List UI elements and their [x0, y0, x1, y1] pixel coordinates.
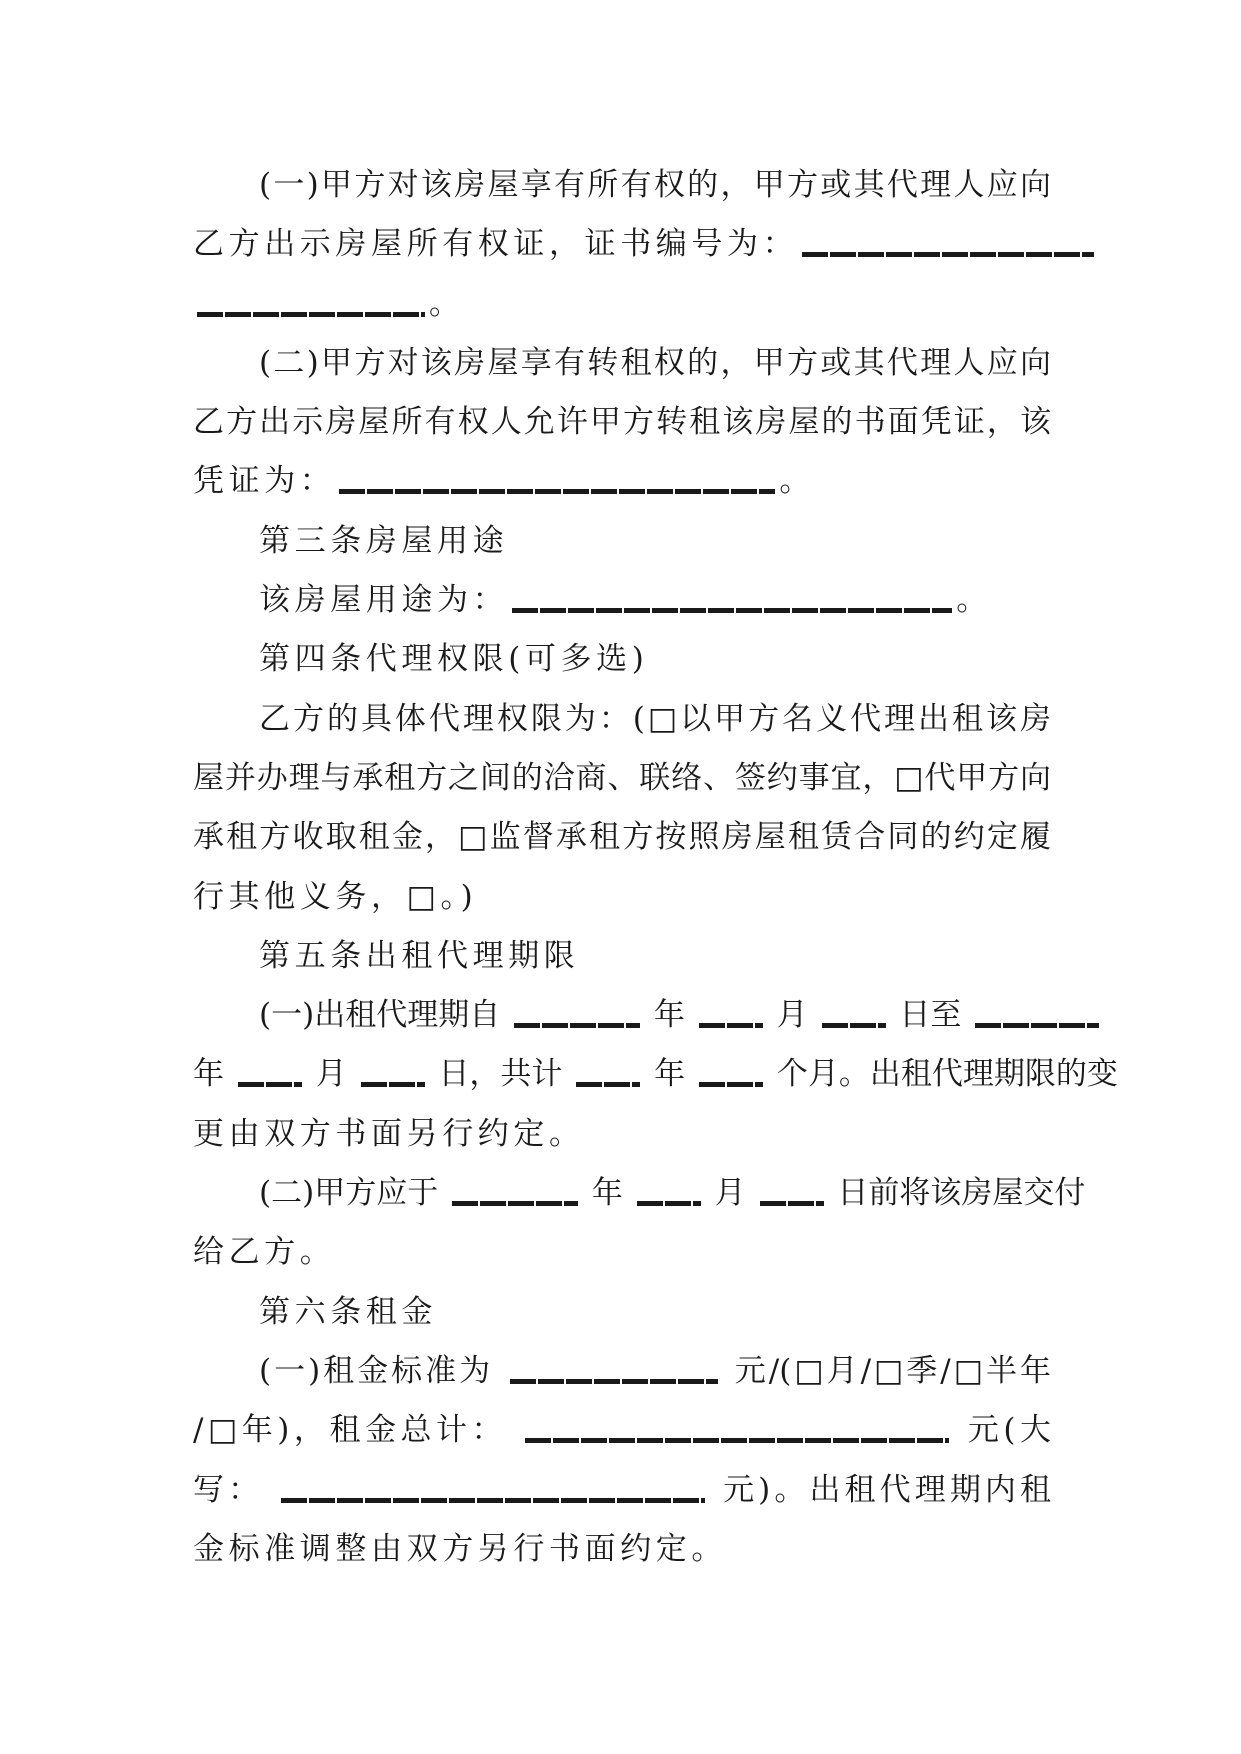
- fill-in-blank[interactable]: [281, 1498, 705, 1503]
- text-segment: 承租方收取租金，□监督承租方按照房屋租赁合同的约定履: [193, 819, 1051, 856]
- text-segment: 年: [653, 997, 685, 1034]
- text-line: [193, 1164, 1086, 1223]
- text-segment: /□年)，租金总计：: [193, 1412, 508, 1449]
- text-line: [193, 512, 1051, 571]
- text-line: [193, 393, 1051, 452]
- text-line: [193, 868, 1051, 927]
- fill-in-blank[interactable]: [339, 489, 775, 494]
- text-line: [193, 986, 1051, 1045]
- text-segment: 写：: [193, 1471, 264, 1508]
- text-segment: 给乙方。: [193, 1234, 336, 1271]
- text-segment: 第三条房屋用途: [259, 522, 509, 559]
- text-segment: (二)甲方应于: [259, 1175, 439, 1212]
- text-segment: 年: [654, 1056, 686, 1093]
- text-segment: 第四条代理权限(可多选): [259, 641, 649, 678]
- text-segment: 更由双方书面另行约定。: [193, 1115, 585, 1152]
- fill-in-blank[interactable]: [238, 1082, 302, 1087]
- text-line: [193, 1461, 1051, 1520]
- fill-in-blank[interactable]: [699, 1082, 763, 1087]
- text-line: [193, 1045, 1118, 1104]
- fill-in-blank[interactable]: [525, 1438, 949, 1443]
- fill-in-blank[interactable]: [510, 1379, 718, 1384]
- text-segment: 行其他义务，□。): [193, 878, 478, 915]
- text-segment: 凭证为：: [193, 463, 336, 500]
- text-segment: 年: [193, 1056, 224, 1093]
- text-segment: 屋并办理与承租方之间的洽商、联络、签约事宜，□代甲方向: [193, 759, 1051, 796]
- text-line: [193, 1342, 1051, 1401]
- text-segment: 月: [315, 1056, 347, 1093]
- fill-in-blank[interactable]: [514, 1023, 640, 1028]
- text-line: [193, 452, 1051, 511]
- text-line: [193, 1520, 1051, 1579]
- text-line: [193, 571, 1051, 630]
- text-segment: 个月。出租代理期限的变: [776, 1056, 1118, 1093]
- text-segment: 第五条出租代理期限: [259, 937, 580, 974]
- text-segment: 元(大: [967, 1412, 1052, 1449]
- text-segment: 。: [429, 285, 465, 322]
- text-segment: (一)甲方对该房屋享有所有权的，甲方或其代理人应向: [259, 167, 1051, 203]
- text-segment: 金标准调整由双方另行书面约定。: [193, 1530, 727, 1567]
- text-segment: 年: [591, 1175, 623, 1212]
- fill-in-blank[interactable]: [512, 608, 952, 613]
- text-segment: 。: [779, 463, 816, 500]
- text-line: [193, 690, 1051, 749]
- fill-in-blank[interactable]: [576, 1082, 640, 1087]
- text-line: [193, 156, 1051, 215]
- text-segment: 月: [714, 1175, 746, 1212]
- fill-in-blank[interactable]: [802, 252, 1094, 257]
- text-segment: 。: [956, 582, 992, 619]
- text-segment: 第六条租金: [259, 1293, 437, 1330]
- text-line: [193, 749, 1051, 808]
- fill-in-blank[interactable]: [760, 1201, 824, 1206]
- text-line: [193, 1283, 1051, 1342]
- text-segment: 元)。出租代理期内租: [723, 1471, 1052, 1508]
- text-line: [193, 1105, 1051, 1164]
- text-segment: 乙方出示房屋所有权证，证书编号为：: [193, 226, 799, 263]
- text-segment: 元/(□月/□季/□半年: [734, 1352, 1051, 1389]
- text-line: [193, 927, 1051, 986]
- text-segment: (二)甲方对该房屋享有转租权的，甲方或其代理人应向: [259, 344, 1051, 381]
- text-line: [193, 334, 1051, 393]
- text-segment: 日至: [899, 997, 962, 1034]
- text-segment: 乙方的具体代理权限为：(□以甲方名义代理出租该房: [259, 700, 1051, 737]
- text-segment: 日，共计: [438, 1056, 563, 1093]
- fill-in-blank[interactable]: [361, 1082, 425, 1087]
- text-segment: (一)出租代理期自: [259, 997, 501, 1034]
- text-line: [193, 215, 1051, 274]
- text-line: [193, 1401, 1051, 1460]
- text-line: [193, 808, 1051, 867]
- text-segment: 日前将该房屋交付: [837, 1175, 1086, 1212]
- fill-in-blank[interactable]: [975, 1023, 1099, 1028]
- text-segment: 该房屋用途为：: [259, 582, 509, 619]
- fill-in-blank[interactable]: [637, 1201, 701, 1206]
- text-segment: 月: [776, 997, 808, 1034]
- fill-in-blank[interactable]: [699, 1023, 763, 1028]
- text-line: [193, 1223, 1051, 1282]
- text-segment: (一)租金标准为: [259, 1352, 494, 1389]
- contract-body: [193, 156, 1118, 1579]
- text-line: [193, 275, 1051, 334]
- text-segment: 乙方出示房屋所有权人允许甲方转租该房屋的书面凭证，该: [193, 404, 1051, 441]
- fill-in-blank[interactable]: [197, 312, 425, 317]
- fill-in-blank[interactable]: [452, 1201, 578, 1206]
- text-line: [193, 630, 1051, 689]
- fill-in-blank[interactable]: [822, 1023, 886, 1028]
